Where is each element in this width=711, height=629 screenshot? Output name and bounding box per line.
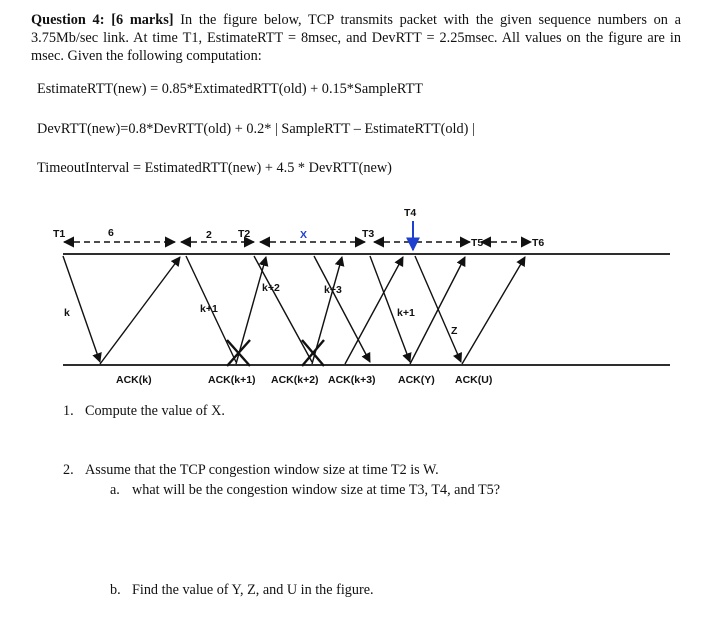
equation-dev-rtt: DevRTT(new)=0.8*DevRTT(old) + 0.2* | SampleRTT – EstimateRTT(old) | [37, 121, 475, 137]
ack-k-arrow [100, 257, 180, 364]
item-a-letter: a. [110, 482, 120, 498]
item-a-text: what will be the congestion window size at time T3, T4, and T5? [132, 482, 501, 498]
t5-label: T5 [471, 237, 484, 249]
segment-k3-label: k+3 [324, 284, 342, 296]
question-body: In the figure below, TCP transmits packet with the given sequence numbers on a 3.75Mb/sec link. At time T1, EstimateRTT = 8msec, and DevRTT = 2.25msec. All values on the figure are in msec. Given the following computation: [31, 12, 681, 64]
ack-k1-arrow [236, 257, 266, 364]
segment-k2-label: k+2 [262, 282, 280, 294]
ack-k1-label: ACK(k+1) [208, 374, 256, 386]
equation-estimated-rtt: EstimateRTT(new) = 0.85*ExtimatedRTT(old) + 0.15*SampleRTT [37, 81, 423, 97]
equation-timeout-interval: TimeoutInterval = EstimatedRTT(new) + 4.5 * DevRTT(new) [37, 160, 392, 176]
ack-u-label: ACK(U) [455, 374, 493, 386]
item-b-letter: b. [110, 582, 121, 598]
item-1-text: Compute the value of X. [85, 403, 225, 419]
ack-y-label: ACK(Y) [398, 374, 435, 386]
t6-label: T6 [532, 237, 545, 249]
segment-k3-arrow [314, 256, 370, 362]
interval-x-label: X [300, 229, 308, 241]
segment-k-label: k [64, 307, 70, 319]
t1-label: T1 [53, 228, 66, 240]
item-b-text: Find the value of Y, Z, and U in the figure. [132, 582, 374, 598]
segment-z-label: Z [451, 325, 458, 337]
ack-k3-label: ACK(k+3) [328, 374, 376, 386]
t3-label: T3 [362, 228, 375, 240]
ack-k3-arrow [345, 257, 403, 364]
item-2-number: 2. [63, 462, 74, 478]
ack-u-arrow [462, 257, 525, 364]
t2-label: T2 [238, 228, 251, 240]
segment-k2-arrow [254, 256, 312, 362]
interval-six-label: 6 [108, 227, 114, 239]
ack-k2-label: ACK(k+2) [271, 374, 319, 386]
t4-label: T4 [404, 207, 417, 219]
item-1-number: 1. [63, 403, 74, 419]
interval-two-label: 2 [206, 229, 212, 241]
segment-k1-retransmit-label: k+1 [397, 307, 415, 319]
segment-k1-label: k+1 [200, 303, 218, 315]
ack-y-arrow [410, 257, 465, 364]
item-2-text: Assume that the TCP congestion window size at time T2 is W. [85, 462, 439, 478]
question-heading: Question 4: [6 marks] [31, 12, 174, 28]
ack-k-label: ACK(k) [116, 374, 152, 386]
